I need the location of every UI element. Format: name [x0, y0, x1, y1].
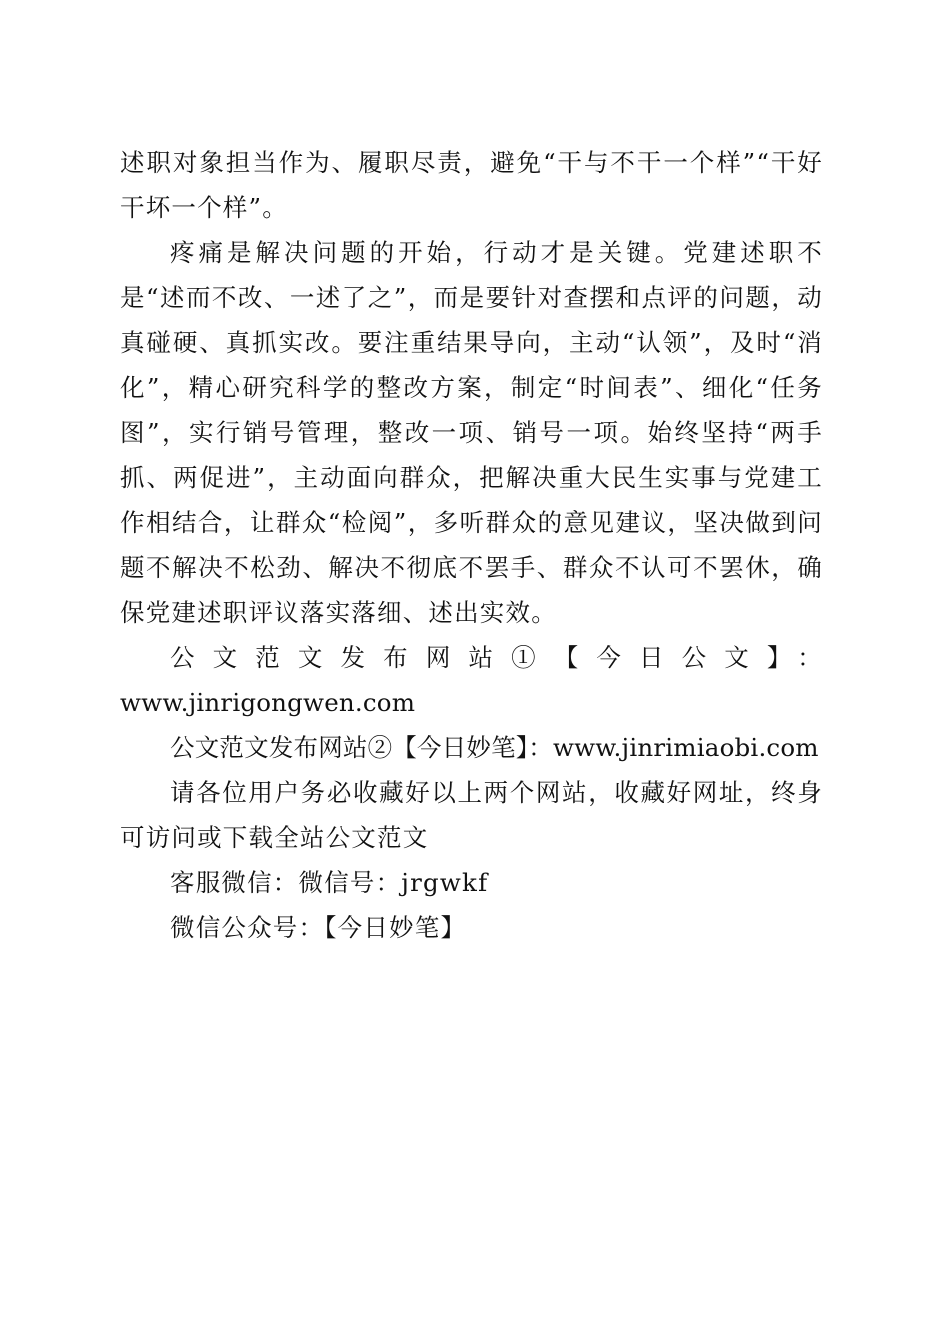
customer-service-wechat: 客服微信：微信号：jrgwkf: [170, 868, 489, 897]
body-paragraph-1: 述职对象担当作为、履职尽责，避免“干与不干一个样”“干好干坏一个样”。: [120, 148, 823, 222]
site-2-line[interactable]: 公文范文发布网站②【今日妙笔】：www.jinrimiaobi.com: [170, 733, 819, 762]
document-page: [120, 140, 823, 950]
bookmark-notice: 请各位用户务必收藏好以上两个网站，收藏好网址，终身可访问或下载全站公文范文: [120, 778, 823, 852]
site-1-url[interactable]: www.jinrigongwen.com: [120, 688, 416, 717]
site-1-label: 公文范文发布网站①【今日公文】：: [170, 643, 823, 672]
body-paragraph-2: 疼痛是解决问题的开始，行动才是关键。党建述职不是“述而不改、一述了之”，而是要针对查摆和点评的问题，动真碰硬、真抓实改。要注重结果导向，主动“认领”，及时“消化”，精心研究科学的整改方案，制定“时间表”、细化“任务图”，实行销号管理，整改一项、销号一项。始终坚持“两手抓、两促进”，主动面向群众，把解决重大民生实事与党建工作相结合，让群众“检阅”，多听群众的意见建议，坚决做到问题不解决不松劲、解决不彻底不罢手、群众不认可不罢休，确保党建述职评议落实落细、述出实效。: [120, 238, 823, 627]
wechat-official-account: 微信公众号：【今日妙笔】: [170, 913, 467, 942]
